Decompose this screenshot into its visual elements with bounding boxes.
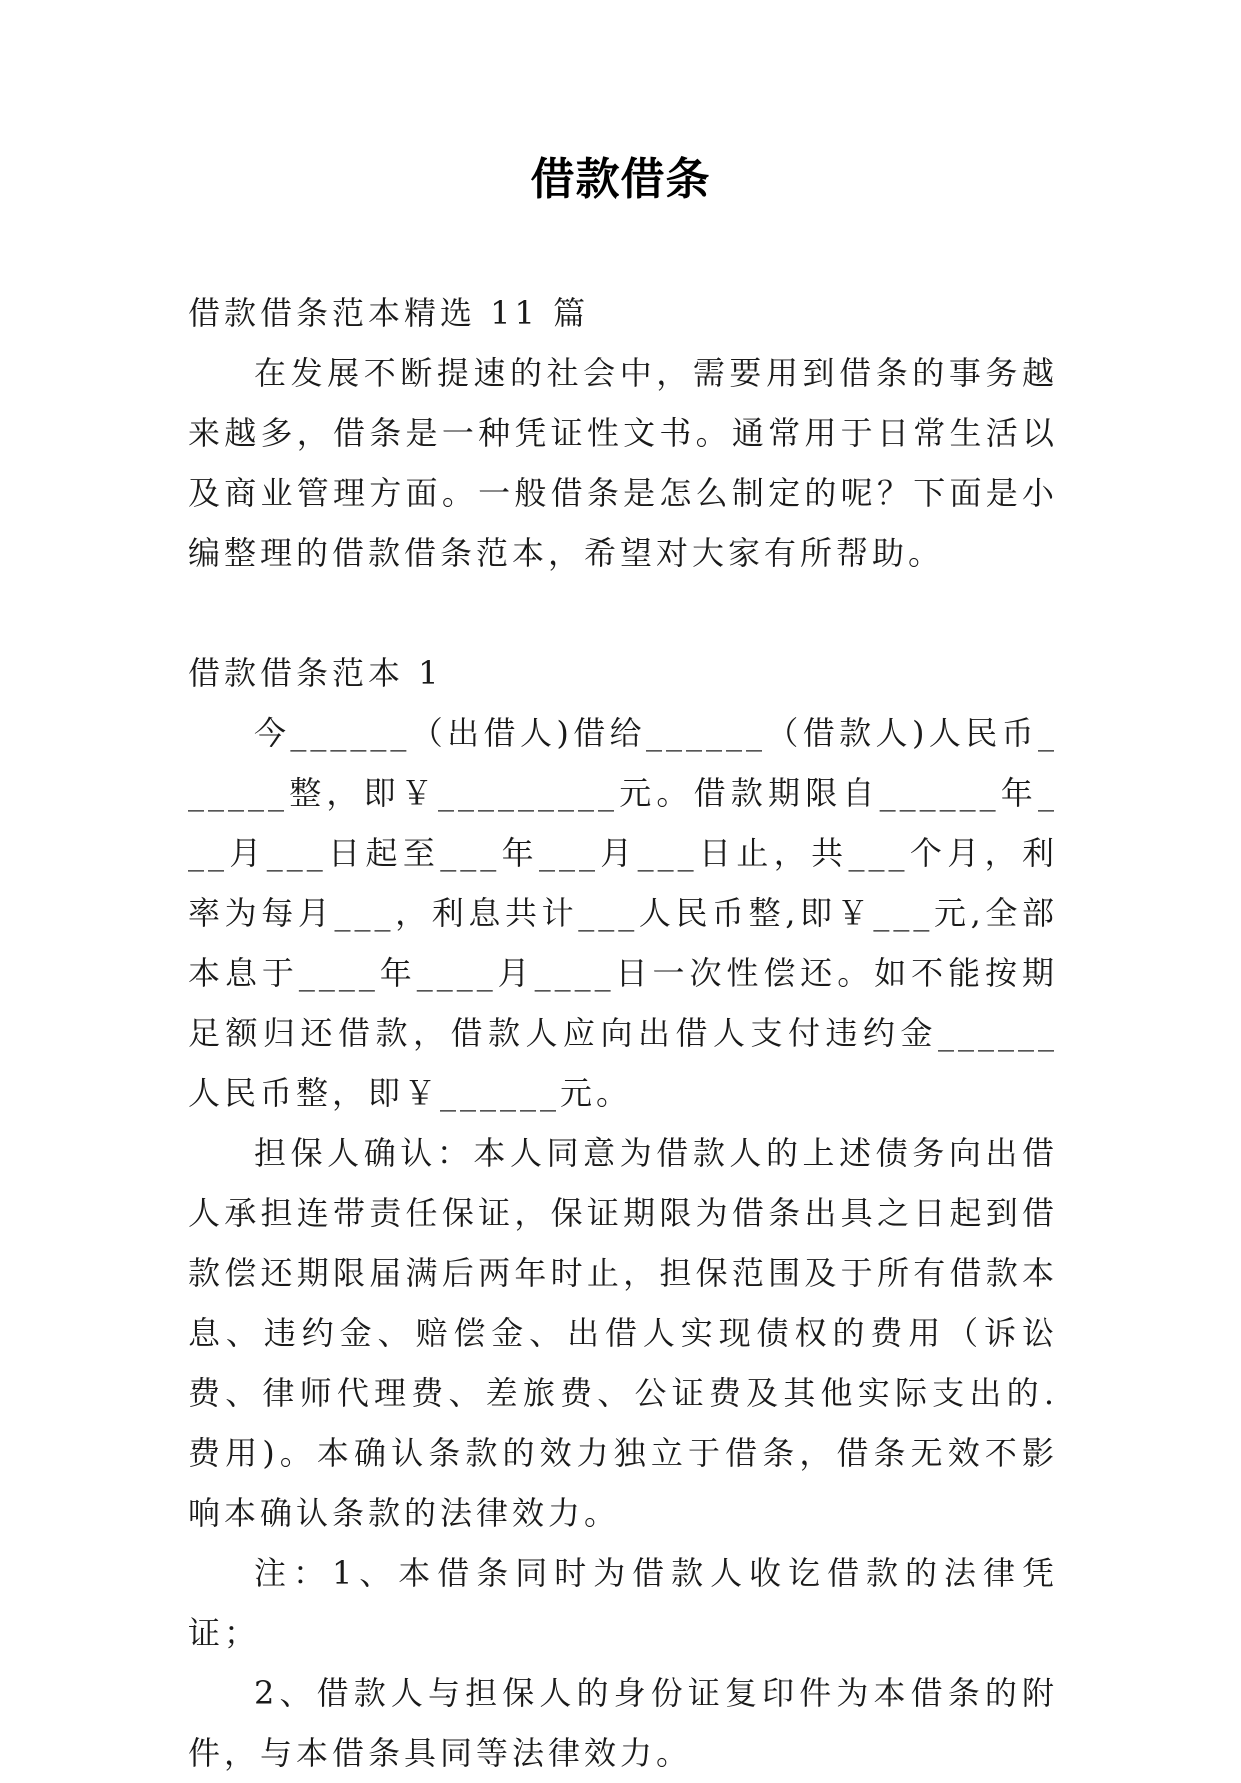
guarantor-paragraph: 担保人确认：本人同意为借款人的上述债务向出借人承担连带责任保证，保证期限为借条出具之日起到借款偿还期限届满后两年时止，担保范围及于所有借款本息、违约金、赔偿金、出借人实现债权的费用（诉讼费、律师代理费、差旅费、公证费及其他实际支出的.费用)。本确认条款的效力独立于借条，借条无效不影响本确认条款的法律效力。 <box>188 1134 1058 1532</box>
document-title: 借款借条 <box>530 154 711 205</box>
paragraph-spacer <box>188 583 1058 643</box>
document-body <box>188 283 1058 1783</box>
document-subtitle: 借款借条范本精选 11 篇 <box>188 294 590 332</box>
section-heading: 借款借条范本 1 <box>188 654 443 692</box>
note-paragraph-2: 2、借款人与担保人的身份证复印件为本借条的附件，与本借条具同等法律效力。 <box>188 1674 1058 1772</box>
intro-paragraph: 在发展不断提速的社会中，需要用到借条的事务越来越多，借条是一种凭证性文书。通常用于日常生活以及商业管理方面。一般借条是怎么制定的呢？下面是小编整理的借款借条范本，希望对大家有所帮助。 <box>188 354 1058 572</box>
note-paragraph-1: 注：1、本借条同时为借款人收讫借款的法律凭证； <box>188 1554 1058 1652</box>
loan-terms-paragraph: 今______（出借人)借给______（借款人)人民币______整，即￥_________元。借款期限自______年___月___日起至___年___月___日止，共___个月，利率为每月___，利息共计___人民币整,即￥___元,全部本息于____年____月____日一次性偿还。如不能按期足额归还借款，借款人应向出借人支付违约金______人民币整，即￥______元。 <box>188 714 1058 1112</box>
